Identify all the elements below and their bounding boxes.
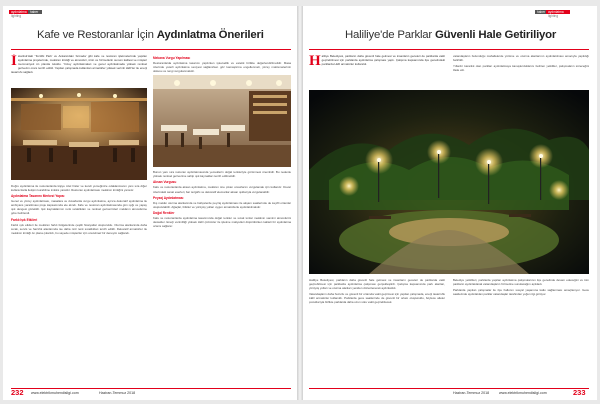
title-bold: Güvenli Hale Getiriliyor (434, 29, 557, 41)
right-top-column: vatandaşların bulunduğu mahallelerde yürüme ve oturma alanlarının aydınlatılması amacıyla yapıldığı belirtildi. Yıllardır karanlık olan parkları aydınlatmaya kavuşturduklarını belirten yetkililer, çalışmaların süreceğini ifade etti. (453, 54, 589, 73)
footer-site: www.elektrikmuhendisligi.com (31, 391, 79, 395)
page-number: 232 (11, 388, 24, 397)
section-tag: aydınlatma (9, 10, 31, 14)
title-rule (309, 49, 589, 50)
interior-photo (153, 75, 291, 167)
sub-tag: lighting (548, 14, 559, 18)
subheading: Aksan Vurgusu (153, 180, 177, 185)
left-column-2: Mekana Vurgu Yapılması Restoranlarda aydınlatma tasarımı yapılırken işlevsellik ve estetik birlikte değerlendirilmelidir. Masa üzerinde yeterli aydınlatma seviyesi sağlanırken göz kamaştırma engellenmeli, yüzey malzemelerinin dokusu ve rengi vurgulanmalıdır. Bunun yanı sıra restoran aydınlatmasında yemeklerin doğal renkleriyle görünmesi önemlidir. Bu nedenle yüksek renksel geriverime sahip ışık kaynakları tercih edilmelidir. Aksan Vurgusu Kafe ve restoranlarda aksan aydınlatma, mekânın öne çıkan unsurlarını vurgulamak için kullanılır. Duvar üzerindeki sanat eserleri, bar tezgâhı ve dekoratif elemanlar aksan ışıklarıyla vurgulanabilir. Peyzaj Aydınlatması Dış mekân oturma alanlarında ve bahçelerde peyzaj aydınlatması ile akşam saatlerinde de keyifli ortamlar oluşturulabilir. Ağaçlar, bitkiler ve yürüyüş yolları uygun armatürlerle aydınlatılmalıdır. Doğal Renkler Kafe ve restoranlarda aydınlatma tasarımında doğal renkler ve sıcak tonlar mekânın samimi atmosferini destekler. Enerji verimliliği yüksek LED çözümler ile işletme maliyetleri düşürülürken kaliteli bir aydınlatma ortamı sağlanır. (153, 56, 291, 229)
section-tag: aydınlatma (546, 10, 570, 14)
title-rule (11, 49, 291, 50)
right-page (303, 6, 597, 400)
subheading: Aydınlatma Tasarımı Merkezi Yapısı (11, 194, 65, 199)
lead-paragraph: İ stanbul'daki 'Tozdibi Park' ve Ankara'daki 'Armada' gibi kafe ve restoran işletmelerinde yapılan aydınlatma projelerinde, mekânın kimliği ve atmosferi, ürün ve hizmetlerin sunum kalitesi ve müşteri memnuniyeti ön planda tutuldu. Yüzey aydınlatmaları ve genel aydınlatmada yüksek renksel geriverim oranı tercih edildi. Yapılan çalışmada kullanılan armatürler yüksek verimli LED'ler ile enerji tasarrufu sağladı. (11, 54, 147, 75)
subheading: Farklı Işık Etkileri (11, 217, 38, 222)
dropcap: H (309, 54, 321, 69)
footer-rule (11, 388, 291, 389)
right-column-2: Belediye yetkilileri, parklarda yapılan aydınlatma çalışmalarının ilçe genelinde devam edeceğini ve tüm parkların aydınlatılarak vatandaşların hizmetine sunulacağını açıkladı. Parklarda yapılan çalışmalar ile ilçe halkının sosyal yaşamına katkı sağlanması amaçlanıyor. Gece saatlerinde aydınlatılan parklar vatandaşlar tarafından yoğun ilgi görüyor. (453, 278, 589, 297)
page-title (37, 29, 264, 41)
right-column-1: Haliliye Belediyesi, parkların daha güvenli hale gelmesi ve insanların geceleri de parklarda vakit geçirebilmesi için parklarda aydınlatma çalışması gerçekleştirdi. Çalışma kapsamında park alanları, yürüyüş yolları ve oturma alanları yeniden düzenlenerek aydınlatıldı. Vatandaşların daha huzurlu ve güvenli bir ortamda vakit geçirmesi için yapılan çalışmada, enerji tasarruflu LED armatürler kullanıldı. Parklarda gece saatlerinde de güvenli bir ortam oluşturuldu, böylece aileler çocuklarıyla birlikte parklarda daha uzun süre vakit geçirebilecek. (309, 278, 445, 305)
subheading: Peyzaj Aydınlatması (153, 195, 184, 200)
title-plain: Kafe ve Restoranlar İçin (37, 29, 154, 41)
footer-issue: Haziran-Temmuz 2018 (453, 391, 490, 395)
title-plain: Haliliye'de Parklar (345, 29, 433, 41)
kind-tag: haber (535, 10, 549, 14)
kind-tag: haber (28, 10, 42, 14)
page-title (345, 29, 556, 41)
restaurant-photo (11, 88, 147, 180)
dropcap: İ (11, 54, 17, 69)
subheading: Mekana Vurgu Yapılması (153, 56, 191, 60)
footer-rule (309, 388, 589, 389)
left-page (3, 6, 297, 400)
footer-issue: Haziran-Temmuz 2018 (99, 391, 136, 395)
park-photo (309, 90, 589, 274)
lead-paragraph: H aliliye Belediyesi, parkların daha güvenli hale gelmesi ve insanların geceleri de parklarda vakit geçirebilmesi için parklarda aydınlatma çalışması yaptı. Çalışma kapsamında ilçe genelindeki parklarda LED armatürler kullanıldı. (309, 54, 445, 69)
page-number: 233 (573, 388, 586, 397)
footer-site: www.elektrikmuhendisligi.com (499, 391, 547, 395)
sub-tag: lighting (11, 14, 22, 18)
subheading: Doğal Renkler (153, 210, 175, 215)
title-bold: Aydınlatma Önerileri (156, 29, 264, 41)
left-column-1: Doğru aydınlatma ile restoranlarda kişiye özel hisler ve kendi yemeğinize odaklanmanın yanı sıra diğer kullanıcılarla iletişim kurabilme imkânı yaratılır. Restoran aydınlatması mekânın kimliğini yansıtır. Aydınlatma Tasarımı Merkezi Yapısı Genel ve yüzey aydınlatması, masalara ve duvarlarda vurgu aydınlatma, ayrıca dekoratif aydınlatma ile ambiyans yaratılması proje kapsamında ele alındı. Kafe ve restoran aydınlatmasında gün ışığı ve yapay ışık dengesi gözetildi. Işık kaynaklarının renk sıcaklıkları ve renksel geriverimleri mekânın atmosferine göre belirlendi. Farklı Işık Etkileri Farklı ışık etkileri ile mekânın farklı bölgelerinde çeşitli hissiyatlar oluşturuldu. Oturma alanlarında daha sıcak, servis ve hazırlık alanlarında ise daha nötr renk sıcaklıkları tercih edildi. Dekoratif armatürler ile mekânın kimliği ön plana çıkarıldı, bu sayede müşteriler için unutulmaz bir deneyim sağlandı. (11, 184, 147, 235)
